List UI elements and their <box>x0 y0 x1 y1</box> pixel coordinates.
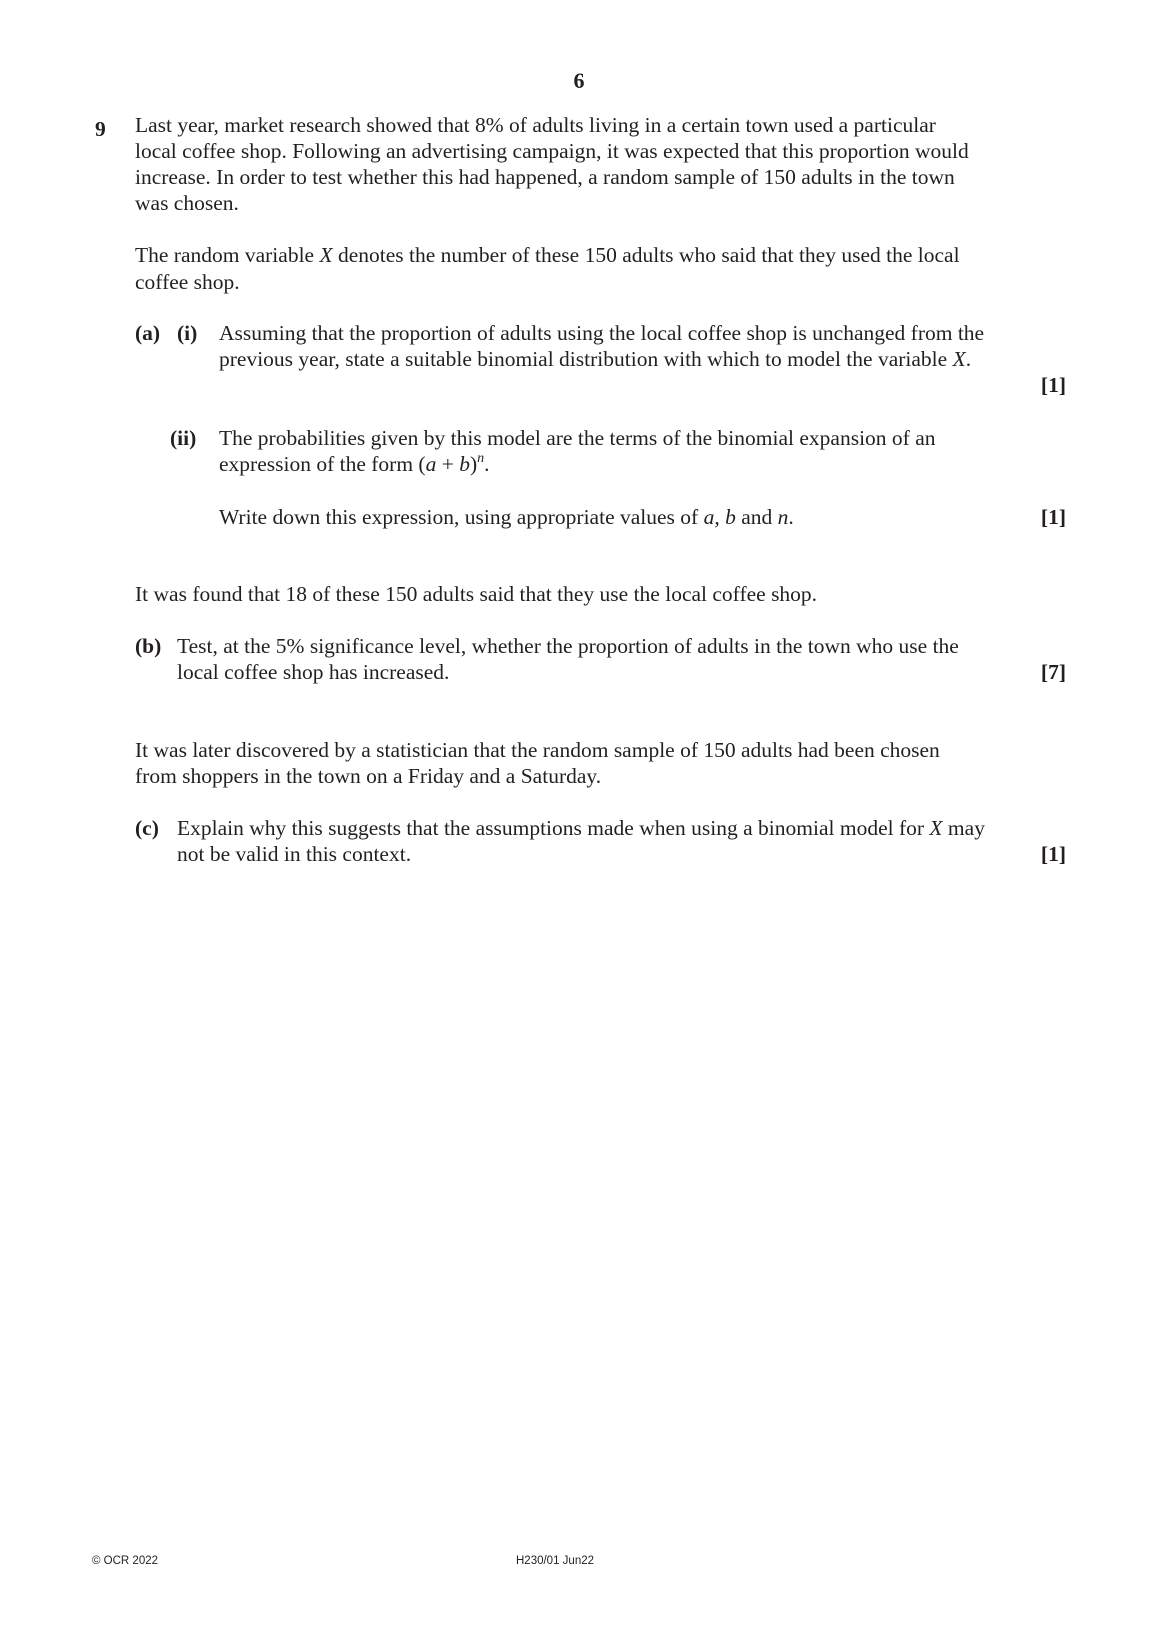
part-b-line: local coffee shop has increased. <box>177 660 450 684</box>
variable-x: X <box>319 243 333 267</box>
part-c-line: not be valid in this context. <box>177 842 412 866</box>
intro-line: local coffee shop. Following an advertising campaign, it was expected that this proportion would <box>135 139 969 163</box>
part-a-i-line: Assuming that the proportion of adults using the local coffee shop is unchanged from the <box>219 321 985 345</box>
part-a-ii-label: (ii) <box>170 426 197 450</box>
intro-line: Last year, market research showed that 8% of adults living in a certain town used a particular <box>135 113 936 137</box>
mark-a-i: [1] <box>1040 373 1066 397</box>
intro-line: was chosen. <box>135 191 239 215</box>
part-a-ii-line: expression of the form $(a + b)^n$. <box>219 451 490 476</box>
footer-copyright: © OCR 2022 <box>92 1555 159 1567</box>
part-a-ii-line: The probabilities given by this model are the terms of the binomial expansion of an <box>219 426 936 450</box>
part-a-label: (a) <box>135 321 161 345</box>
footer-paper-code: H230/01 Jun22 <box>516 1555 595 1567</box>
later-line: It was later discovered by a statistician that the random sample of 150 adults had been chosen <box>135 738 940 762</box>
found-statement: It was found that 18 of these 150 adults said that they use the local coffee shop. <box>135 582 818 606</box>
question-number: 9 <box>95 117 106 141</box>
part-a-i-line: previous year, state a suitable binomial distribution with which to model the variable X. <box>219 347 972 371</box>
page-number: 6 <box>573 68 585 93</box>
mark-a-ii: [1] <box>1040 505 1066 529</box>
part-c-label: (c) <box>135 816 159 840</box>
part-b-line: Test, at the 5% significance level, whether the proportion of adults in the town who use the <box>177 634 959 658</box>
binomial-expression: $(a + b)^n$ <box>418 451 485 476</box>
mark-b: [7] <box>1040 660 1066 684</box>
mark-c: [1] <box>1040 842 1066 866</box>
later-line: from shoppers in the town on a Friday and a Saturday. <box>135 764 602 788</box>
variable-line: The random variable X denotes the number of these 150 adults who said that they used the local <box>135 243 960 267</box>
variable-line: coffee shop. <box>135 270 240 294</box>
part-b-label: (b) <box>135 634 162 658</box>
part-c-line: Explain why this suggests that the assumptions made when using a binomial model for X may <box>177 816 985 840</box>
intro-line: increase. In order to test whether this had happened, a random sample of 150 adults in the town <box>135 165 955 189</box>
part-a-ii-instruction: Write down this expression, using appropriate values of a, b and n. <box>219 505 794 529</box>
part-a-i-label: (i) <box>177 321 198 345</box>
